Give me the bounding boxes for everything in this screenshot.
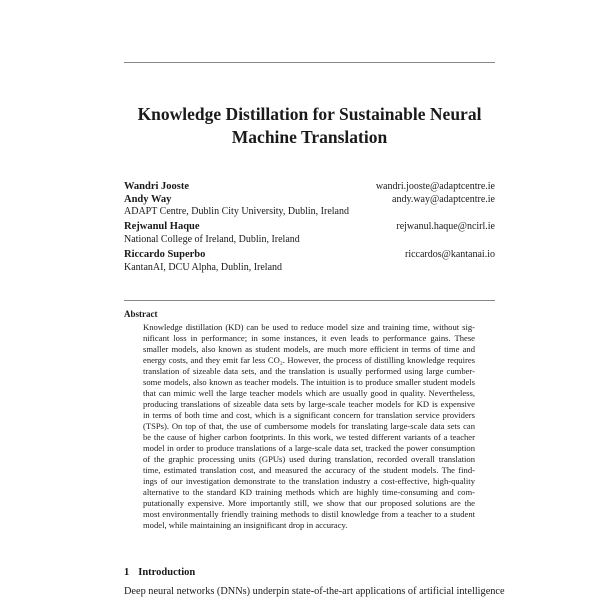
abstract-line: putationally expensive. More importantly still, we show that our proposed solutions are the [143, 498, 475, 508]
author-name: Riccardo Superbo [124, 249, 206, 260]
author-name: Andy Way [124, 193, 172, 205]
body-paragraph: Deep neural networks (DNNs) underpin state-of-the-art applications of artificial intelligence [124, 586, 505, 597]
section-number: 1 [124, 567, 130, 578]
abstract-line: nificant loss in performance; in some instances, it even leads to performance gains. These [143, 333, 475, 343]
author-block-kantanai [124, 249, 495, 274]
abstract-line: in terms of both time and cost, which is a significant concern for translation service providers [143, 410, 475, 420]
paper-title [124, 103, 495, 149]
abstract-line: Knowledge distillation (KD) can be used to reduce model size and training time, without sig- [143, 322, 475, 332]
author-name: Rejwanul Haque [124, 221, 200, 232]
section-heading [124, 567, 195, 578]
top-rule [124, 62, 495, 63]
abstract-line: translation of sizeable data sets, and the translation is usually performed using large cumber- [143, 366, 475, 376]
section-rule [124, 300, 495, 301]
author-block-ncirl [124, 221, 495, 246]
abstract-line: of the graphic processing units (GPUs) used during translation, recorded overall translation [143, 454, 475, 464]
abstract-line: model in order to produce translations of a large-scale data set, tracked the power consumption [143, 443, 475, 453]
abstract-body [143, 322, 475, 531]
author-affiliation: ADAPT Centre, Dublin City University, Dublin, Ireland [124, 206, 349, 217]
title-line-1: Knowledge Distillation for Sustainable Neural [137, 104, 482, 124]
abstract-line: some models, also known as teacher models. The intuition is to produce smaller student models [143, 377, 475, 387]
abstract-heading: Abstract [124, 309, 158, 319]
abstract-line: producing translations of sizeable data sets by large-scale teacher models for KD is expensive [143, 399, 475, 409]
author-affiliation: KantanAI, DCU Alpha, Dublin, Ireland [124, 261, 283, 273]
author-email[interactable]: andy.way@adaptcentre.ie [392, 193, 495, 205]
author-block-adapt [124, 181, 495, 219]
abstract-line: time, estimated translation cost, and measured the accuracy of the student models. The find- [143, 465, 475, 475]
title-line-2: Machine Translation [231, 127, 388, 147]
author-email[interactable]: wandri.jooste@adaptcentre.ie [375, 181, 495, 192]
abstract-line: that can mimic well the large teacher models which are usually good in quality. Nevertheless, [143, 388, 475, 398]
abstract-line: alternative to the standard KD training methods which are highly time-consuming and com- [143, 487, 475, 497]
section-title: Introduction [138, 567, 196, 578]
abstract-line: (TSPs). On top of that, the use of cumbersome models for translating large-scale data sets can [143, 421, 475, 431]
author-affiliation: National College of Ireland, Dublin, Ireland [124, 233, 300, 245]
abstract-line: energy costs, and they emit far less CO₂. However, the process of distilling knowledge requires [143, 355, 475, 365]
abstract-line: model, while maintaining an insignificant drop in accuracy. [143, 520, 348, 530]
author-name: Wandri Jooste [124, 181, 190, 192]
author-email[interactable]: riccardos@kantanai.io [404, 249, 495, 260]
abstract-line: most environmentally friendly training methods to distil knowledge from a teacher to a student [143, 509, 475, 519]
abstract-line: ings of our investigation demonstrate to the translation industry a cost-effective, high-quality [143, 476, 475, 486]
abstract-line: be the cause of higher carbon footprints. In this work, we tested different variants of a teacher [143, 432, 475, 442]
author-email[interactable]: rejwanul.haque@ncirl.ie [396, 221, 495, 232]
abstract-line: smaller models, also known as student models, are much more efficient in terms of time and [143, 344, 475, 354]
